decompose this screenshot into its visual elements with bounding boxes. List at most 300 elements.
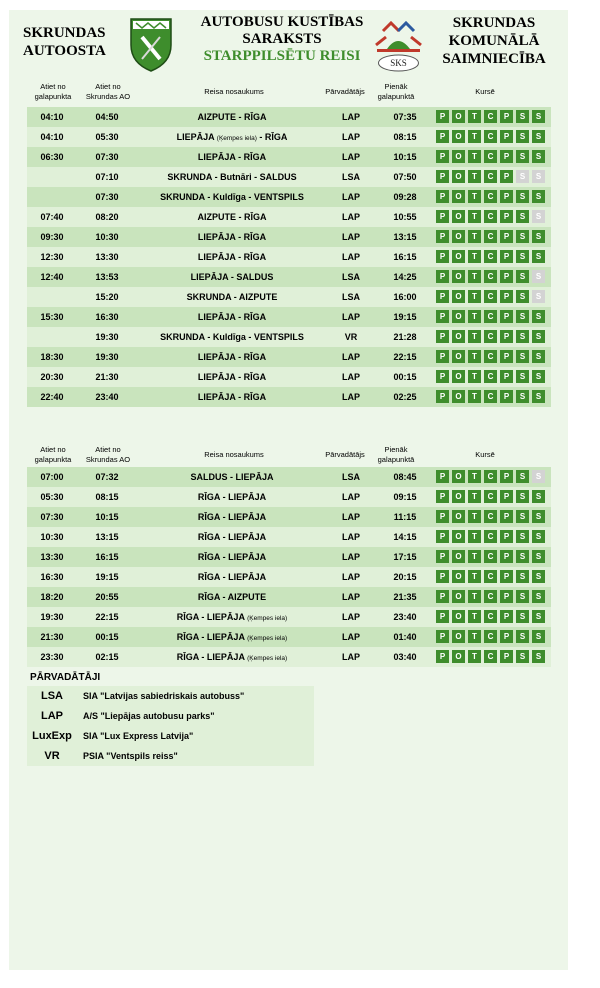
day-badge: P (436, 190, 449, 203)
col-arrive: Pienāk galapunktā (377, 445, 415, 464)
day-badge: S (516, 650, 529, 663)
depart-skrunda-time: 13:15 (95, 532, 119, 542)
day-badge: P (436, 630, 449, 643)
route-note: (Ķempes iela) (216, 135, 257, 142)
depart-origin-time: 21:30 (40, 632, 64, 642)
day-badge: O (452, 610, 465, 623)
day-badge: C (484, 390, 497, 403)
carrier-code: LAP (342, 152, 360, 162)
day-badge: P (436, 270, 449, 283)
depart-origin-time: 06:30 (40, 152, 64, 162)
route-name: LIEPĀJA - RĪGA (197, 252, 267, 262)
day-badge: S (516, 490, 529, 503)
day-badge: P (436, 130, 449, 143)
carrier-legend-code: LAP (41, 710, 63, 722)
day-badge: T (468, 570, 481, 583)
depart-skrunda-time: 10:15 (95, 512, 119, 522)
arrive-time: 19:15 (393, 312, 417, 322)
carrier-code: LAP (342, 212, 360, 222)
route-name: RĪGA - LIEPĀJA (197, 532, 267, 542)
table-row (27, 507, 551, 527)
day-badge: O (452, 550, 465, 563)
route-name: LIEPĀJA - RĪGA (197, 372, 267, 382)
day-badge: T (468, 630, 481, 643)
depart-skrunda-time: 16:15 (95, 552, 119, 562)
bus-station-title-line2: AUTOOSTA (23, 43, 106, 59)
carrier-code: LAP (342, 532, 360, 542)
carrier-code: LAP (342, 492, 360, 502)
carrier-legend-name: SIA "Lux Express Latvija" (83, 731, 194, 741)
day-badge: T (468, 230, 481, 243)
day-badge: S (516, 350, 529, 363)
day-badge: C (484, 610, 497, 623)
day-badge: P (500, 550, 513, 563)
route-name: AIZPUTE - RĪGA (197, 112, 267, 122)
depart-skrunda-time: 07:30 (95, 192, 119, 202)
day-badge: P (436, 110, 449, 123)
route-name: SKRUNDA - Kuldīga - VENTSPILS (160, 192, 304, 202)
day-badge: S (532, 150, 545, 163)
day-badge: O (452, 370, 465, 383)
arrive-time: 13:15 (393, 232, 417, 242)
departures-table-1 (27, 107, 551, 407)
day-badge: S (516, 550, 529, 563)
depart-origin-time: 13:30 (40, 552, 64, 562)
day-badge: T (468, 170, 481, 183)
day-badge: P (500, 270, 513, 283)
carrier-code: LSA (342, 472, 360, 482)
day-badge: S (516, 530, 529, 543)
arrive-time: 10:15 (393, 152, 417, 162)
day-badge: O (452, 570, 465, 583)
day-badge: S (532, 350, 545, 363)
day-badge: P (436, 590, 449, 603)
day-badge: P (436, 390, 449, 403)
day-badge: P (500, 170, 513, 183)
depart-skrunda-time: 16:30 (95, 312, 119, 322)
day-badge: T (468, 250, 481, 263)
route-name: RĪGA - LIEPĀJA (197, 492, 267, 502)
table-row (27, 647, 551, 667)
depart-origin-time: 16:30 (40, 572, 64, 582)
day-badge: S (516, 110, 529, 123)
route-name: LIEPĀJA - RĪGA (197, 392, 267, 402)
day-badge: C (484, 530, 497, 543)
carriers-legend (27, 686, 314, 766)
day-badge: S (532, 470, 545, 483)
day-badge: O (452, 270, 465, 283)
day-badge: P (436, 570, 449, 583)
day-badge: O (452, 310, 465, 323)
col-carrier: Pārvadātājs (325, 87, 365, 96)
day-badge: P (500, 370, 513, 383)
depart-skrunda-time: 10:30 (95, 232, 119, 242)
day-badge: P (500, 350, 513, 363)
day-badge: S (516, 330, 529, 343)
table-row (27, 347, 551, 367)
route-name: LIEPĀJA - SALDUS (190, 272, 274, 282)
day-badge: P (436, 170, 449, 183)
day-badge: C (484, 330, 497, 343)
day-badge: T (468, 190, 481, 203)
col-days: Kursē (475, 450, 495, 459)
carrier-code: LAP (342, 612, 360, 622)
table-row (27, 607, 551, 627)
day-badge: O (452, 150, 465, 163)
day-badge: P (500, 390, 513, 403)
day-badge: O (452, 470, 465, 483)
day-badge: P (436, 610, 449, 623)
arrive-time: 14:25 (393, 272, 417, 282)
day-badge: O (452, 590, 465, 603)
arrive-time: 00:15 (393, 372, 417, 382)
day-badge: C (484, 370, 497, 383)
day-badge: C (484, 490, 497, 503)
table-row (27, 167, 551, 187)
table-row (27, 227, 551, 247)
day-badge: T (468, 550, 481, 563)
day-badge: S (516, 190, 529, 203)
arrive-time: 07:50 (393, 172, 417, 182)
carrier-code: LAP (342, 592, 360, 602)
day-badge: C (484, 310, 497, 323)
depart-origin-time: 10:30 (40, 532, 64, 542)
arrive-time: 16:15 (393, 252, 417, 262)
day-badge: T (468, 490, 481, 503)
day-badge: S (516, 590, 529, 603)
day-badge: P (500, 230, 513, 243)
day-badge: S (532, 210, 545, 223)
depart-origin-time: 22:40 (40, 392, 64, 402)
day-badge: C (484, 590, 497, 603)
carrier-code: LSA (342, 272, 360, 282)
day-badge: S (532, 230, 545, 243)
day-badge: P (436, 290, 449, 303)
carrier-code: LAP (342, 252, 360, 262)
utility-title-line2: KOMUNĀLĀ (448, 33, 540, 49)
day-badge: S (532, 330, 545, 343)
day-badge: P (436, 150, 449, 163)
timetable-page (9, 10, 568, 970)
route-name: RĪGA - LIEPĀJA (Ķempes iela) (176, 652, 288, 662)
day-badge: T (468, 530, 481, 543)
table-row (27, 187, 551, 207)
day-badge: C (484, 270, 497, 283)
depart-origin-time: 07:00 (40, 472, 64, 482)
arrive-time: 11:15 (393, 512, 417, 522)
day-badge: T (468, 650, 481, 663)
day-badge: T (468, 350, 481, 363)
arrive-time: 14:15 (393, 532, 417, 542)
day-badge: S (532, 630, 545, 643)
table-row (27, 387, 551, 407)
table-row (27, 267, 551, 287)
carrier-code: LAP (342, 312, 360, 322)
day-badge: S (532, 530, 545, 543)
utility-title-line3: SAIMNIECĪBA (442, 51, 546, 67)
schedule-title-line1: AUTOBUSU KUSTĪBAS (200, 14, 364, 30)
route-name: RĪGA - LIEPĀJA (197, 552, 267, 562)
table-row (27, 287, 551, 307)
bus-station-title-line1: SKRUNDAS (23, 25, 106, 41)
depart-origin-time: 12:30 (40, 252, 64, 262)
table-row (27, 567, 551, 587)
route-name: LIEPĀJA (Ķempes iela) - RĪGA (176, 132, 288, 142)
day-badge: P (500, 490, 513, 503)
depart-skrunda-time: 07:32 (95, 472, 119, 482)
route-name: RĪGA - LIEPĀJA (197, 572, 267, 582)
day-badge: S (516, 310, 529, 323)
day-badge: P (500, 210, 513, 223)
depart-origin-time: 09:30 (40, 232, 64, 242)
day-badge: P (500, 570, 513, 583)
depart-skrunda-time: 22:15 (95, 612, 119, 622)
day-badge: P (436, 210, 449, 223)
day-badge: O (452, 290, 465, 303)
day-badge: C (484, 230, 497, 243)
table-row (27, 527, 551, 547)
col-route: Reisa nosaukums (204, 87, 264, 96)
depart-skrunda-time: 00:15 (95, 632, 119, 642)
route-name: RĪGA - AIZPUTE (197, 592, 267, 602)
depart-origin-time: 18:20 (40, 592, 64, 602)
carrier-code: LAP (342, 632, 360, 642)
day-badge: S (532, 190, 545, 203)
route-name: LIEPĀJA - RĪGA (197, 152, 267, 162)
day-badge: P (500, 610, 513, 623)
day-badge: O (452, 250, 465, 263)
day-badge: S (516, 610, 529, 623)
day-badge: T (468, 310, 481, 323)
day-badge: C (484, 130, 497, 143)
schedule-title-line2: SARAKSTS (242, 31, 322, 47)
day-badge: C (484, 550, 497, 563)
table-row (27, 587, 551, 607)
carrier-code: LAP (342, 392, 360, 402)
day-badge: C (484, 650, 497, 663)
table-row (27, 207, 551, 227)
carrier-code: LAP (342, 572, 360, 582)
day-badge: C (484, 250, 497, 263)
day-badge: S (516, 210, 529, 223)
col-days: Kursē (475, 87, 495, 96)
depart-skrunda-time: 23:40 (95, 392, 119, 402)
carrier-legend-name: A/S "Liepājas autobusu parks" (83, 711, 215, 721)
day-badge: O (452, 510, 465, 523)
day-badge: O (452, 190, 465, 203)
day-badge: S (516, 130, 529, 143)
day-badge: S (532, 590, 545, 603)
day-badge: T (468, 470, 481, 483)
day-badge: P (500, 510, 513, 523)
day-badge: T (468, 590, 481, 603)
route-note: (Ķempes iela) (247, 635, 288, 642)
table-row (27, 627, 551, 647)
depart-skrunda-time: 04:50 (95, 112, 119, 122)
day-badge: C (484, 290, 497, 303)
day-badge: S (532, 310, 545, 323)
day-badge: S (532, 650, 545, 663)
day-badge: S (532, 570, 545, 583)
day-badge: S (532, 290, 545, 303)
day-badge: O (452, 330, 465, 343)
day-badge: T (468, 610, 481, 623)
day-badge: S (516, 570, 529, 583)
day-badge: C (484, 110, 497, 123)
day-badge: S (532, 510, 545, 523)
day-badge: P (436, 370, 449, 383)
day-badge: T (468, 110, 481, 123)
carrier-code: LSA (342, 292, 360, 302)
day-badge: O (452, 350, 465, 363)
day-badge: P (436, 490, 449, 503)
arrive-time: 08:45 (393, 472, 417, 482)
depart-origin-time: 07:30 (40, 512, 64, 522)
depart-skrunda-time: 19:30 (95, 352, 119, 362)
depart-origin-time: 18:30 (40, 352, 64, 362)
day-badge: P (500, 310, 513, 323)
schedule-title (177, 14, 387, 65)
arrive-time: 07:35 (393, 112, 417, 122)
day-badge: P (500, 250, 513, 263)
route-name: LIEPĀJA - RĪGA (197, 312, 267, 322)
day-badge: P (436, 350, 449, 363)
day-badge: S (516, 510, 529, 523)
depart-skrunda-time: 19:15 (95, 572, 119, 582)
col-depart-skrunda: Atiet no Skrundas AO (85, 82, 131, 101)
depart-skrunda-time: 20:55 (95, 592, 119, 602)
day-badge: C (484, 170, 497, 183)
table-row (27, 547, 551, 567)
day-badge: S (516, 470, 529, 483)
depart-origin-time: 23:30 (40, 652, 64, 662)
day-badge: T (468, 390, 481, 403)
carrier-code: LAP (342, 112, 360, 122)
day-badge: S (516, 170, 529, 183)
depart-origin-time: 19:30 (40, 612, 64, 622)
carrier-code: LAP (342, 232, 360, 242)
carrier-legend-name: SIA "Latvijas sabiedriskais autobuss" (83, 691, 245, 701)
carrier-legend-code: LuxExp (32, 730, 72, 742)
day-badge: C (484, 190, 497, 203)
day-badge: S (532, 370, 545, 383)
depart-origin-time: 20:30 (40, 372, 64, 382)
depart-origin-time: 12:40 (40, 272, 64, 282)
table-row (27, 307, 551, 327)
route-name: SKRUNDA - Butnāri - SALDUS (167, 172, 297, 182)
carrier-code: LAP (342, 132, 360, 142)
carrier-code: LAP (342, 652, 360, 662)
day-badge: P (500, 290, 513, 303)
table-row (27, 467, 551, 487)
carrier-code: LSA (342, 172, 360, 182)
depart-skrunda-time: 08:15 (95, 492, 119, 502)
day-badge: S (532, 610, 545, 623)
day-badge: S (532, 250, 545, 263)
day-badge: C (484, 470, 497, 483)
route-name: LIEPĀJA - RĪGA (197, 352, 267, 362)
col-depart-origin: Atiet no galapunkta (34, 82, 72, 101)
day-badge: S (532, 270, 545, 283)
day-badge: T (468, 330, 481, 343)
day-badge: P (500, 530, 513, 543)
carrier-legend-code: LSA (41, 690, 63, 702)
carrier-legend-code: VR (44, 750, 60, 762)
day-badge: P (436, 530, 449, 543)
arrive-time: 17:15 (393, 552, 417, 562)
day-badge: P (500, 630, 513, 643)
table-row (27, 367, 551, 387)
day-badge: O (452, 530, 465, 543)
carrier-code: LAP (342, 192, 360, 202)
table-row (27, 327, 551, 347)
day-badge: S (516, 150, 529, 163)
arrive-time: 21:35 (393, 592, 417, 602)
departures-table-2 (27, 467, 551, 667)
route-name: LIEPĀJA - RĪGA (197, 232, 267, 242)
day-badge: P (500, 110, 513, 123)
route-name: RĪGA - LIEPĀJA (197, 512, 267, 522)
day-badge: P (500, 150, 513, 163)
day-badge: T (468, 370, 481, 383)
day-badge: O (452, 390, 465, 403)
depart-origin-time: 15:30 (40, 312, 64, 322)
bus-station-title (23, 24, 106, 60)
route-name: RĪGA - LIEPĀJA (Ķempes iela) (176, 632, 288, 642)
arrive-time: 03:40 (393, 652, 417, 662)
day-badge: P (436, 550, 449, 563)
day-badge: P (436, 330, 449, 343)
day-badge: P (500, 590, 513, 603)
table-row (27, 107, 551, 127)
carrier-row (27, 726, 314, 746)
route-name: AIZPUTE - RĪGA (197, 212, 267, 222)
route-name: SKRUNDA - AIZPUTE (186, 292, 278, 302)
day-badge: P (436, 650, 449, 663)
arrive-time: 23:40 (393, 612, 417, 622)
day-badge: C (484, 210, 497, 223)
depart-skrunda-time: 07:30 (95, 152, 119, 162)
table-row (27, 247, 551, 267)
route-name: RĪGA - LIEPĀJA (Ķempes iela) (176, 612, 288, 622)
carriers-title: PĀRVADĀTĀJI (30, 672, 101, 683)
day-badge: C (484, 630, 497, 643)
day-badge: S (532, 110, 545, 123)
day-badge: O (452, 650, 465, 663)
depart-skrunda-time: 13:30 (95, 252, 119, 262)
arrive-time: 09:28 (393, 192, 417, 202)
day-badge: O (452, 630, 465, 643)
carrier-row (27, 686, 314, 706)
col-depart-origin: Atiet no galapunkta (34, 445, 72, 464)
day-badge: P (500, 330, 513, 343)
day-badge: T (468, 290, 481, 303)
day-badge: S (516, 370, 529, 383)
table-row (27, 147, 551, 167)
day-badge: P (500, 130, 513, 143)
day-badge: T (468, 270, 481, 283)
sks-logo (371, 15, 426, 75)
day-badge: S (532, 490, 545, 503)
day-badge: P (500, 190, 513, 203)
day-badge: P (436, 250, 449, 263)
header (9, 10, 568, 90)
day-badge: S (516, 630, 529, 643)
arrive-time: 20:15 (393, 572, 417, 582)
day-badge: P (436, 230, 449, 243)
arrive-time: 22:15 (393, 352, 417, 362)
depart-origin-time: 04:10 (40, 132, 64, 142)
